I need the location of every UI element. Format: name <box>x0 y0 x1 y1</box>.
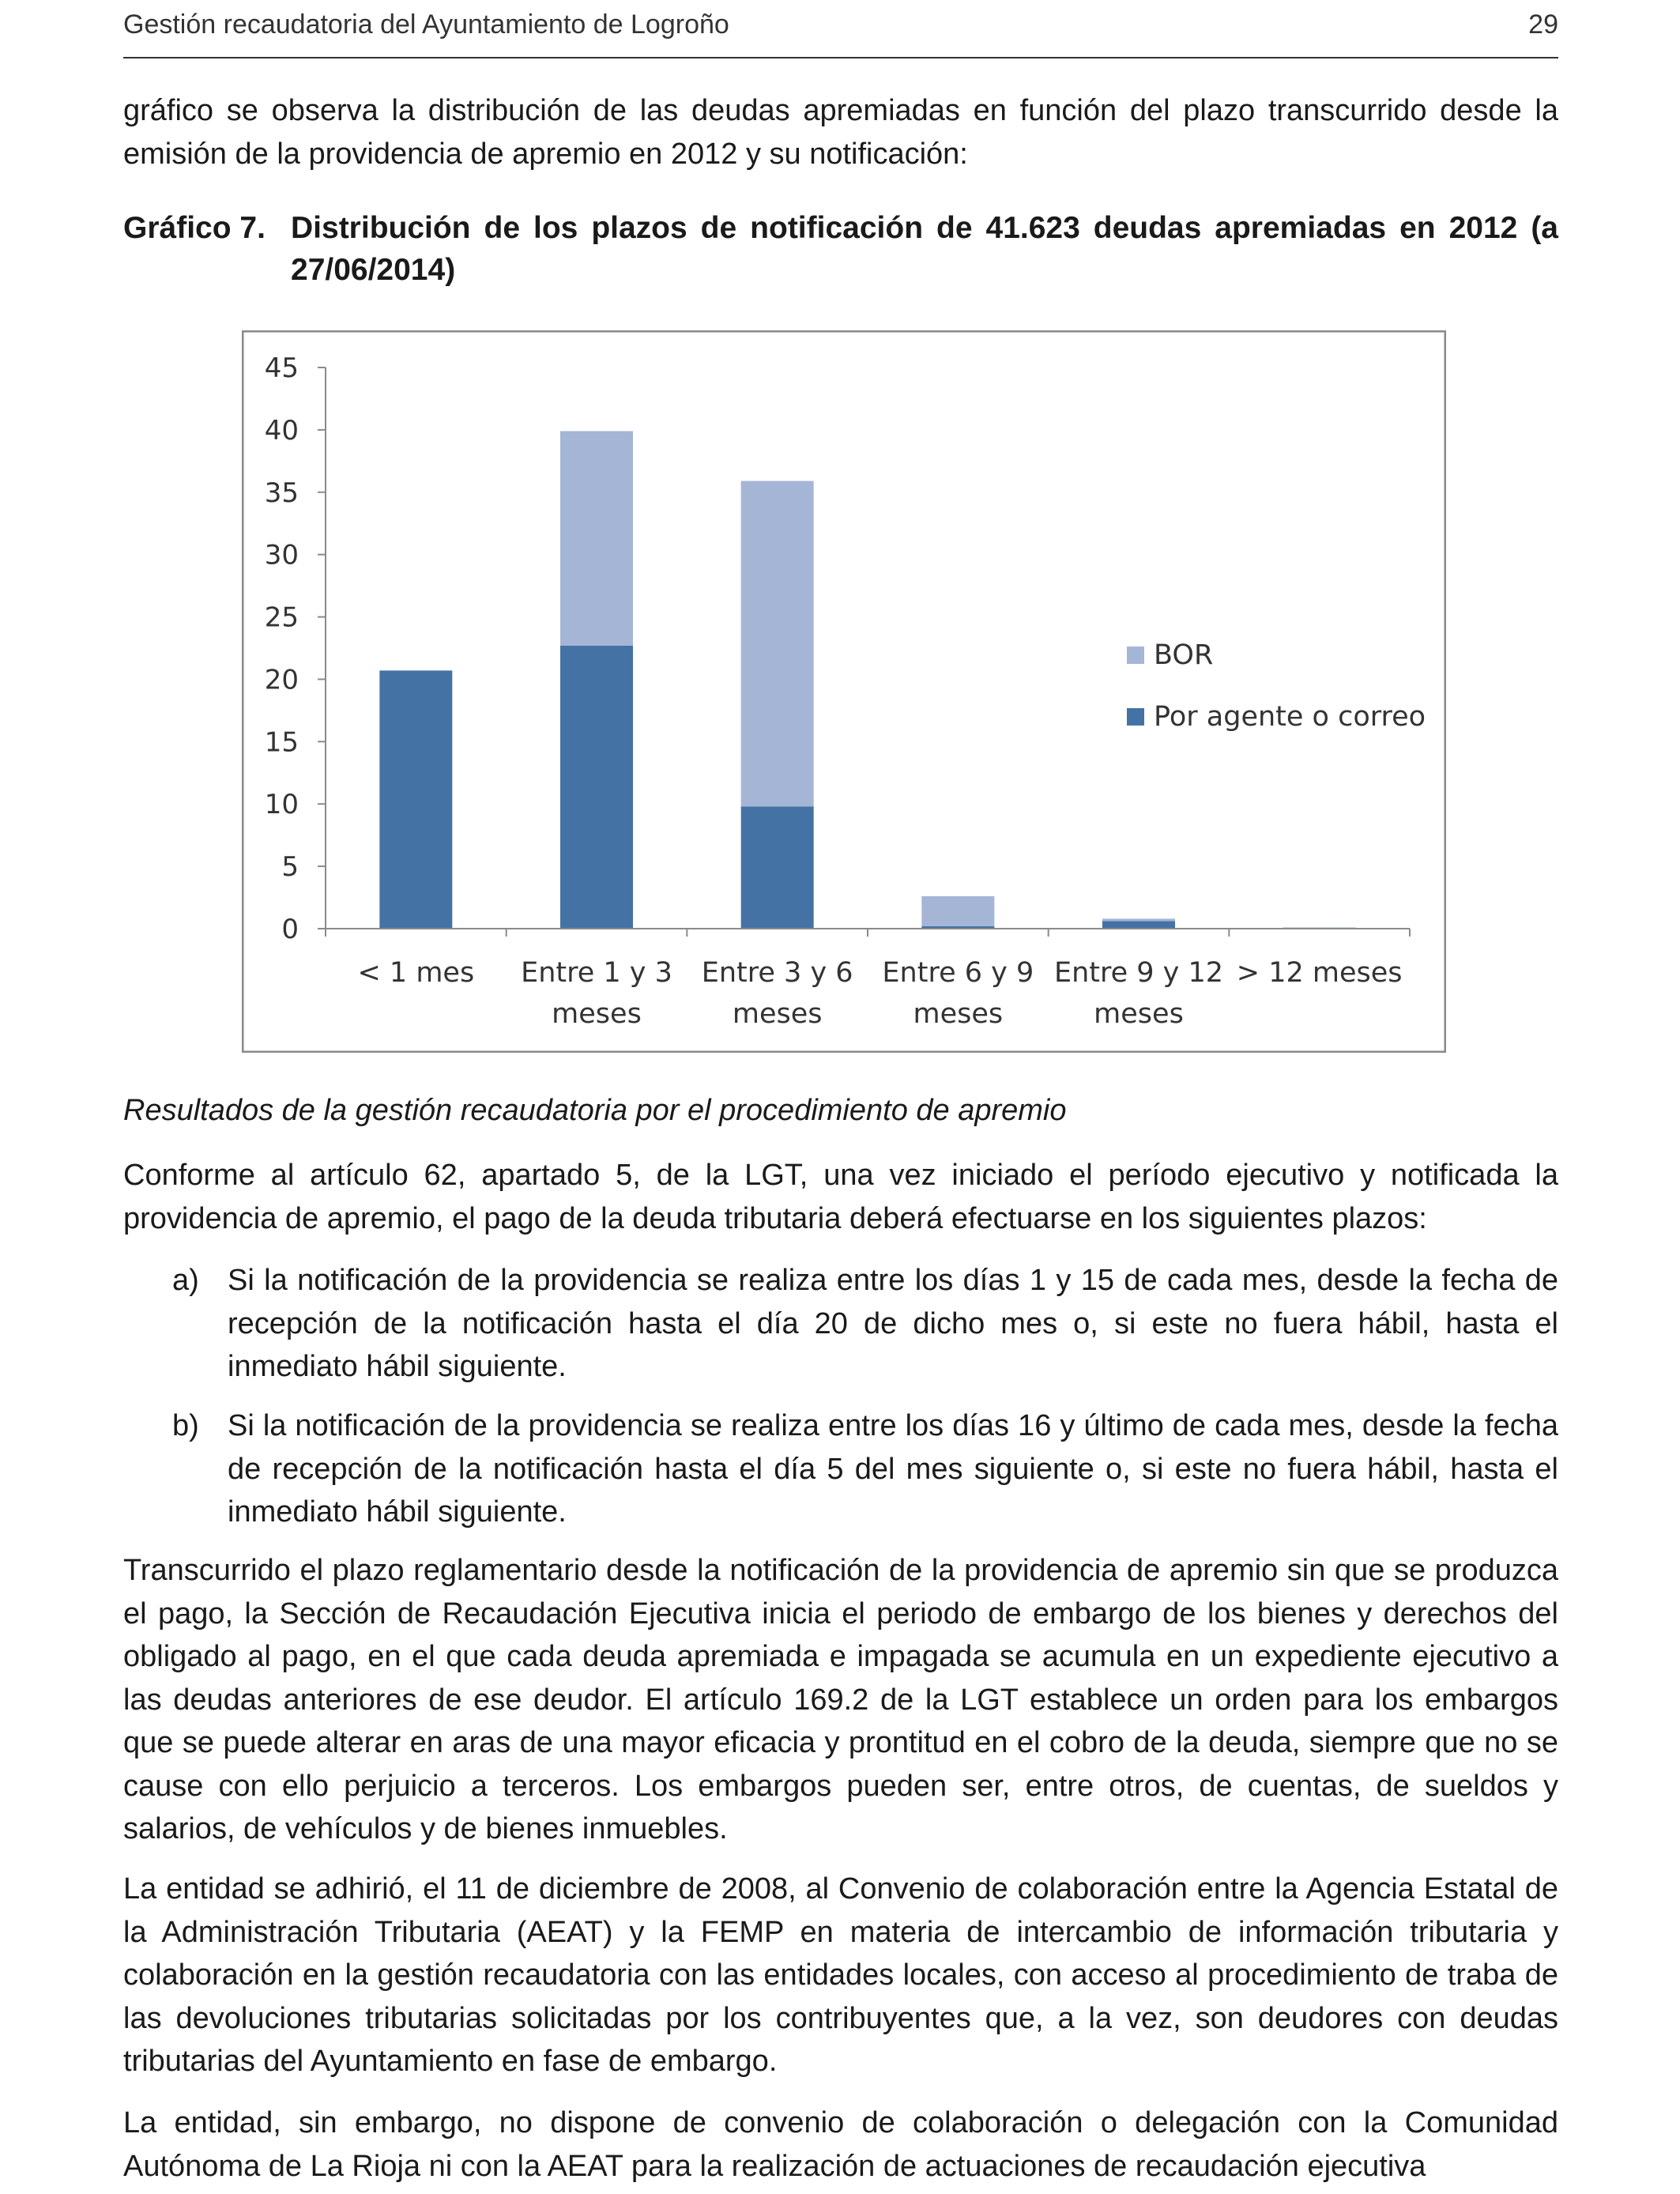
x-tick-label: Entre 6 y 9 <box>882 957 1034 989</box>
x-tick-label: Entre 3 y 6 <box>701 957 853 989</box>
list-item-text: Si la notificación de la providencia se realiza entre los días 1 y 15 de cada mes, desde la fecha de recepción de la notificación hasta el día 20 de dicho mes o, si este no fuera hábil, hasta el inmediato hábil siguiente. <box>228 1264 1558 1383</box>
y-tick-label: 0 <box>281 914 299 945</box>
bar-segment-por-agente-o-correo <box>1102 922 1175 929</box>
figure-label: Gráfico 7. <box>123 211 266 245</box>
bar-segment-bor <box>1102 918 1175 921</box>
paragraph-articulo-62: Conforme al artículo 62, apartado 5, de la LGT, una vez iniciado el período ejecutivo y notificada la providencia de apremio, el pago de la deuda tributaria deberá efectuarse en los siguientes plazos: <box>123 1159 1558 1235</box>
list-marker: a) <box>172 1264 199 1297</box>
bar-segment-bor <box>921 896 994 926</box>
list-item-text: Si la notificación de la providencia se realiza entre los días 16 y último de cada mes, desde la fecha de recepción de la notificación hasta el día 5 del mes siguiente o, si este no fuera hábil, hasta el inmediato hábil siguiente. <box>228 1409 1558 1529</box>
bar-segment-por-agente-o-correo <box>560 646 633 929</box>
x-tick-label: Entre 1 y 3 <box>521 957 672 989</box>
y-tick-label: 30 <box>264 539 299 571</box>
paragraph-embargos: Transcurrido el plazo reglamentario desde la notificación de la providencia de apremio sin que se produzca el pago, la Sección de Recaudación Ejecutiva inicia el periodo de embargo de los bienes y derechos del obligado al pago, en el que cada deuda apremiada e impagada se acumula en un expediente ejecutivo a las deudas anteriores de ese deudor. El artículo 169.2 de la LGT establece un orden para los embargos que se puede alterar en aras de una mayor eficacia y prontitud en el cobro de la deuda, siempre que no se cause con ello perjuicio a terceros. Los embargos pueden ser, entre otros, de cuentas, de sueldos y salarios, de vehículos y de bienes inmuebles. <box>123 1554 1558 1845</box>
y-tick-label: 35 <box>264 477 299 509</box>
paragraph-comunidad-autonoma: La entidad, sin embargo, no dispone de convenio de colaboración o delegación con la Comunidad Autónoma de La Rioja ni con la AEAT para la realización de actuaciones de recaudación ejecutiva <box>123 2106 1558 2183</box>
legend-label: BOR <box>1154 639 1214 671</box>
y-tick-label: 40 <box>264 414 299 447</box>
y-tick-label: 25 <box>264 601 299 634</box>
x-tick-label: meses <box>1094 998 1184 1030</box>
y-tick-label: 15 <box>264 726 299 759</box>
bar-segment-por-agente-o-correo <box>379 670 452 929</box>
y-tick-label: 10 <box>264 789 299 821</box>
legend-swatch <box>1127 708 1144 726</box>
legend-swatch <box>1127 647 1144 664</box>
page-number: 29 <box>1528 9 1558 40</box>
x-tick-label: meses <box>552 998 642 1030</box>
x-tick-label: > 12 meses <box>1236 957 1403 989</box>
list-marker: b) <box>172 1409 199 1442</box>
y-tick-label: 45 <box>264 352 299 384</box>
x-tick-label: meses <box>913 998 1004 1030</box>
legend-label: Por agente o correo <box>1154 701 1426 733</box>
section-title: Resultados de la gestión recaudatoria por el procedimiento de apremio <box>123 1094 1067 1127</box>
page-header <box>123 9 1558 58</box>
paragraph-convenio-aeat: La entidad se adhirió, el 11 de diciembre de 2008, al Convenio de colaboración entre la Agencia Estatal de la Administración Tributaria (AEAT) y la FEMP en materia de intercambio de información tributaria y colaboración en la gestión recaudatoria con las entidades locales, con acceso al procedimiento de traba de las devoluciones tributarias solicitadas por los contribuyentes que, a la vez, son deudores con deudas tributarias del Ayuntamiento en fase de embargo. <box>123 1872 1558 2078</box>
figure-title: Distribución de los plazos de notificación de 41.623 deudas apremiadas en 2012 (a 27/06/2014) <box>291 211 1558 287</box>
header-title: Gestión recaudatoria del Ayuntamiento de Logroño <box>123 9 729 40</box>
bar-segment-bor <box>741 481 814 807</box>
x-tick-label: Entre 9 y 12 <box>1053 957 1224 989</box>
intro-paragraph: gráfico se observa la distribución de las deudas apremiadas en función del plazo transcurrido desde la emisión de la providencia de apremio en 2012 y su notificación: <box>123 94 1558 171</box>
y-tick-label: 20 <box>264 664 299 696</box>
y-tick-label: 5 <box>281 851 299 884</box>
x-tick-label: < 1 mes <box>357 957 475 989</box>
bar-segment-bor <box>560 431 633 645</box>
stacked-bar-chart <box>242 330 1446 1053</box>
x-tick-label: meses <box>732 998 823 1030</box>
bar-segment-por-agente-o-correo <box>741 806 814 929</box>
